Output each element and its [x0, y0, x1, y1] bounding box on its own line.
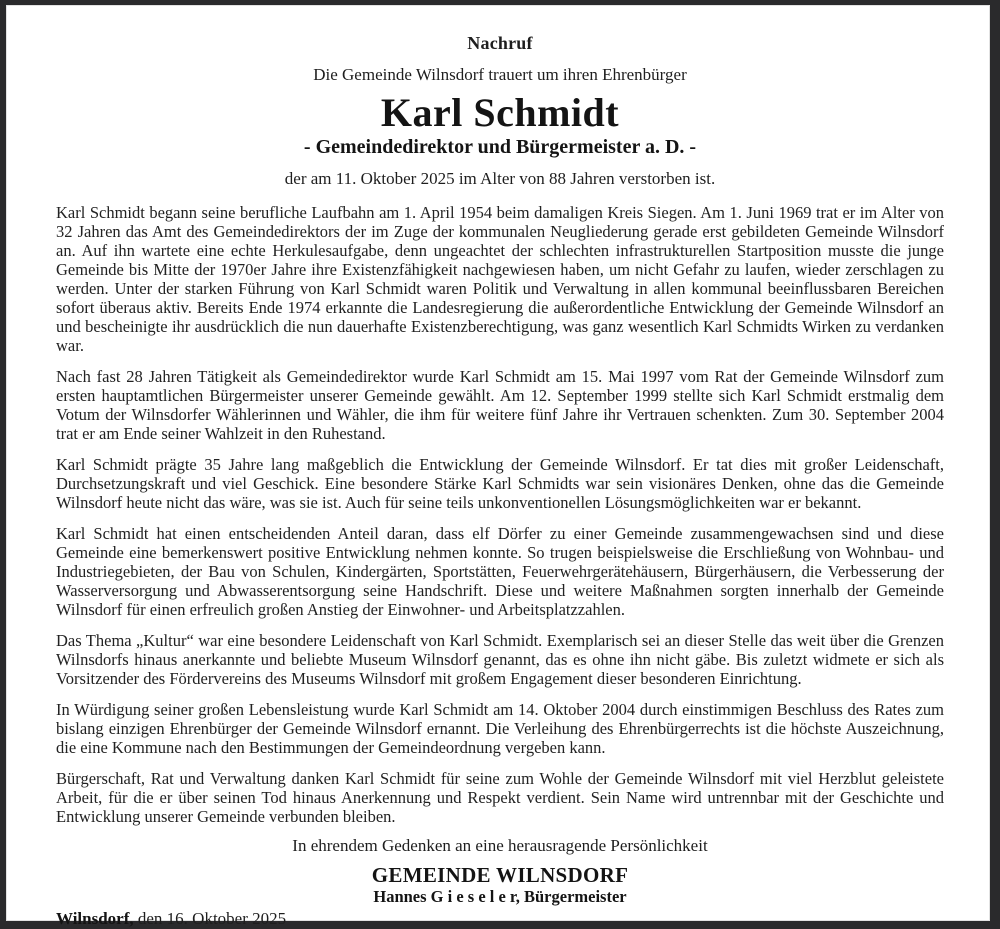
paragraph-mayor-election: Nach fast 28 Jahren Tätigkeit als Gemeindedirektor wurde Karl Schmidt am 15. Mai 1997 vom Rat der Gemeinde Wilnsdorf zum ersten hauptamtlichen Bürgermeister unserer Gemeinde gewählt. Am 12. September 1999 stellte sich Karl Schmidt erstmalig dem Votum der Wilnsdorfer Wählerinnen und Wähler, die ihm für weitere fünf Jahre ihr Vertrauen schenkten. Zum 30. September 2004 trat er am Ende seiner Wahlzeit in den Ruhestand. — [56, 367, 944, 443]
memorial-line: In ehrendem Gedenken an eine herausragende Persönlichkeit — [292, 836, 708, 855]
place-dateline — [56, 909, 944, 929]
deceased-name: Karl Schmidt — [380, 90, 620, 135]
paragraph-gratitude: Bürgerschaft, Rat und Verwaltung danken Karl Schmidt für seine zum Wohle der Gemeinde Wilnsdorf mit viel Herzblut geleistete Arbeit, für die er über seinen Tod hinaus Anerkennung und Respekt verdient. Sein Name wird untrennbar mit der Geschichte und Entwicklung unserer Gemeinde verbunden bleiben. — [56, 769, 944, 826]
kicker-nachruf: Nachruf — [467, 33, 533, 53]
paragraph-honorary-citizen: In Würdigung seiner großen Lebensleistung wurde Karl Schmidt am 14. Oktober 2004 durch einstimmigen Beschluss des Rates zum bislang einzigen Ehrenbürger der Gemeinde Wilnsdorf ernannt. Die Verleihung des Ehrenbürgerrechts ist die höchste Auszeichnung, die eine Kommune nach den Bestimmungen der Gemeindeordnung vergeben kann. — [56, 700, 944, 757]
paragraph-35-years: Karl Schmidt prägte 35 Jahre lang maßgeblich die Entwicklung der Gemeinde Wilnsdorf. Er tat dies mit großer Leidenschaft, Durchsetzungskraft und viel Geschick. Eine besondere Stärke Karl Schmidts war sein visionäres Denken, ohne das die Gemeinde Wilnsdorf heute nicht das wäre, was sie ist. Auch für seine teils unkonventionellen Lösungsmöglichkeiten war er bekannt. — [56, 455, 944, 512]
role-line: - Gemeindedirektor und Bürgermeister a. D. - — [303, 136, 697, 158]
obituary-footer — [56, 836, 944, 929]
org-name: GEMEINDE WILNSDORF — [371, 863, 629, 887]
signatory-line: Hannes G i e s e l e r, Bürgermeister — [373, 887, 627, 906]
obituary-header — [56, 32, 944, 189]
obituary-sheet — [6, 5, 990, 928]
date-text: den 16. Oktober 2025 — [133, 909, 287, 928]
paragraph-career-start: Karl Schmidt begann seine berufliche Laufbahn am 1. April 1954 beim damaligen Kreis Siegen. Am 1. Juni 1969 trat er im Alter von 32 Jahren das Amt des Gemeindedirektors der im Zuge der kommunalen Neugliederung gerade erst gebildeten Gemeinde Wilnsdorf an. Auf ihn wartete eine echte Herkulesaufgabe, denn ungeachtet der schlechten infrastrukturellen Startposition musste die junge Gemeinde bis Mitte der 1970er Jahre ihre Existenzfähigkeit nachgewiesen haben, um nicht Gefahr zu laufen, wieder zerschlagen zu werden. Unter der starken Führung von Karl Schmidt waren Politik und Verwaltung in allen kommunal beeinflussbaren Bereichen sofort überaus aktiv. Bereits Ende 1974 erkannte die Landesregierung die außerordentliche Entwicklung der Gemeinde Wilnsdorf an und bescheinigte ihr ausdrücklich die nun dauerhafte Existenzberechtigung, was ganz wesentlich Karl Schmidts Wirken zu verdanken war. — [56, 203, 944, 355]
paragraph-culture: Das Thema „Kultur“ war eine besondere Leidenschaft von Karl Schmidt. Exemplarisch sei an dieser Stelle das weit über die Grenzen Wilnsdorfs hinaus anerkannte und beliebte Museum Wilnsdorf genannt, das es ohne ihn nicht gäbe. Bis zuletzt widmete er sich als Vorsitzender des Fördervereins des Museums Wilnsdorf mit großem Engagement dieser besonderen Einrichtung. — [56, 631, 944, 688]
place-name: Wilnsdorf, — [56, 909, 134, 928]
paragraph-village-merger: Karl Schmidt hat einen entscheidenden Anteil daran, dass elf Dörfer zu einer Gemeinde zusammengewachsen sind und diese Gemeinde eine bemerkenswert positive Entwicklung nehmen konnte. So trugen beispielsweise die Erschließung von Wohnbau- und Industriegebieten, der Bau von Schulen, Kindergärten, Sportstätten, Feuerwehrgerätehäusern, Bürgerhäusern, die Verbesserung der Wasserversorgung und Abwasserentsorgung seine Handschrift. Diese und weitere Maßnahmen sorgten innerhalb der Gemeinde Wilnsdorf für einen erfreulich großen Anstieg der Einwohner- und Arbeitsplatzzahlen. — [56, 524, 944, 619]
obituary-body — [56, 203, 944, 826]
death-line: der am 11. Oktober 2025 im Alter von 88 Jahren verstorben ist. — [284, 169, 716, 188]
intro-line: Die Gemeinde Wilnsdorf trauert um ihren Ehrenbürger — [313, 65, 687, 84]
